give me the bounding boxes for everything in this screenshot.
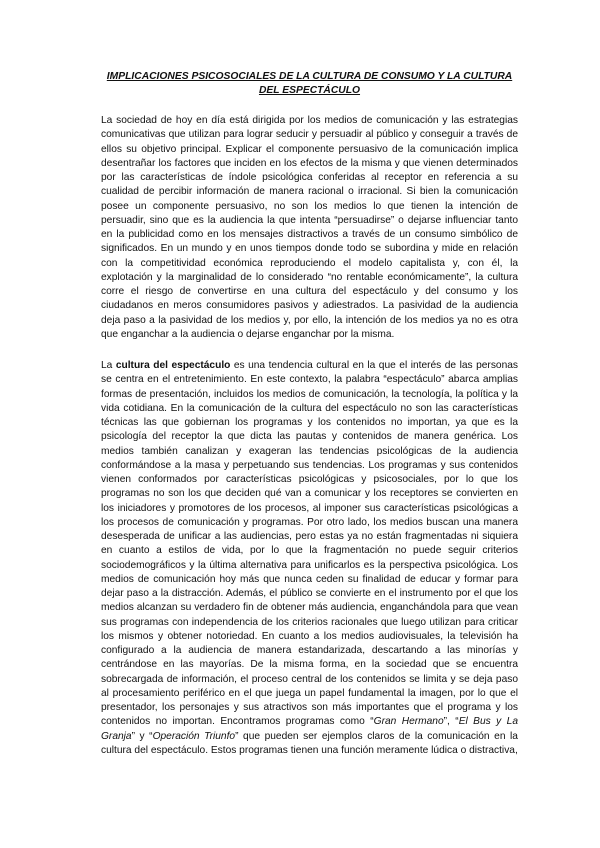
paragraph-1: La sociedad de hoy en día está dirigida por los medios de comunicación y las estrategias comunicativas que utilizan para lograr seducir y persuadir al público y conseguir a través de ellos su objetivo principal. Explicar el componente persuasivo de la comunicación implica desentrañar los factores que inciden en los efectos de la misma y que vienen determinados por las características de índole psicológica conferidas al receptor en referencia a su cualidad de percibir información de manera racional o irracional. Si bien la comunicación posee un componente persuasivo, no son los medios lo que tienen la intención de persuadir, sino que es la audiencia la que intenta “persuadirse” o dejarse influenciar tanto en la publicidad como en los mensajes distractivos a través de un consumo simbólico de significados. En un mundo y en unos tiempos donde todo se subordina y mide en relación con la competitividad económica reproduciendo el modelo capitalista y, con él, la explotación y la marginalidad de lo considerado “no rentable económicamente”, la cultura corre el riesgo de convertirse en una cultura del espectáculo y del consumo y los ciudadanos en meros consumidores pasivos y adiestrados. La pasividad de la audiencia deja paso a la pasividad de los medios y, por ello, la intención de los medios ya no es otra que enganchar a la audiencia o dejarse enganchar por la misma. (101, 115, 518, 340)
p2-lead: La (101, 360, 116, 371)
document-title: IMPLICACIONES PSICOSOCIALES DE LA CULTURA DE CONSUMO Y LA CULTURA DEL ESPECTÁCULO (106, 71, 513, 96)
p2-separator-1: ”, “ (443, 716, 459, 728)
p2-show-el-bus: El Bus y La Granja (101, 716, 519, 742)
p2-body: es una tendencia cultural en la que el interés de las personas se centra en el entretenimiento. En este contexto, la palabra “espectáculo” abarca amplias formas de presentación, incluidos los medios de comunicación, la tecnología, la política y la vida cotidiana. En la comunicación de la cultura del espectáculo no son las características técnicas las que gobiernan los programas y los contenidos no importan, ya que es la psicología del receptor la que dicta las pautas y contenidos de manera genérica. Los medios también canalizan y exageran las tendencias psicológicas de la audiencia conformándose a la masa y perpetuando sus tendencias. Los programas y sus contenidos vienen conformados por características psicológicas y psicosociales, por lo que los programas no son los que deciden qué van a comunicar y los receptores se convierten en los iniciadores y promotores de los procesos, al imponer sus características psicológicas a los procesos de comunicación y programas. Por otro lado, los medios buscan una manera desesperada de unificar a las audiencias, pero estas ya no están fragmentadas ni siquiera en cuanto a estilos de vida, por lo que la fragmentación no puede seguir criterios sociodemográficos y la última alternativa para unificarlos es la perspectiva psicológica. Los medios de comunicación hoy más que nunca ceden su finalidad de educar y formar para dejar paso a la distracción. Además, el público se convierte en el instrumento por el que los medios alcanzan su verdadero fin de obtener más audiencia, enganchándola para que vean sus programas con independencia de los criterios racionales que luego utilizan para criticar los mismos y obtener notoriedad. En cuanto a los medios audiovisuales, la televisión ha configurado a la audiencia de manera estandarizada, descartando a las minorías y centrándose en las mayorías. De la misma forma, en la sociedad que se encuentra sobrecargada de información, el proceso central de los contenidos se limita y se deja paso al procesamiento periférico en el que juega un papel fundamental la imagen, por lo que el presentador, los personajes y sus atractivos son más importantes que el programa y los contenidos no importan. Encontramos programas como “ (101, 360, 518, 728)
p2-show-operacion-triunfo: Operación Triunfo (152, 730, 236, 742)
p2-show-gran-hermano: Gran Hermano (373, 716, 444, 728)
p2-bold-term: cultura del espectáculo (115, 360, 231, 371)
p2-separator-2: ” y “ (131, 730, 153, 742)
paragraph-2 (101, 359, 518, 758)
p2-tail: ” que pueden ser ejemplos claros de la comunicación en la cultura del espectáculo. Estos programas tienen una función meramente lúdica o distractiva, (101, 730, 518, 756)
